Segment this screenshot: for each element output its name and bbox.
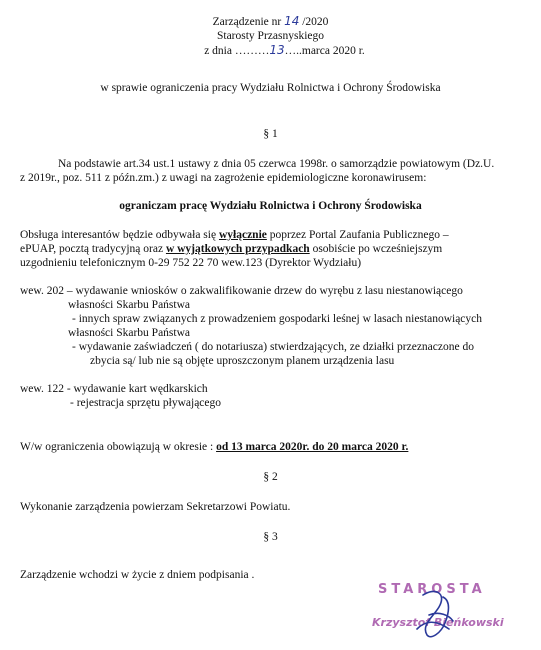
service-text: poprzez Portal Zaufania Publicznego – (266, 229, 449, 241)
ext-122-line-1: wew. 122 - wydawanie kart wędkarskich (20, 383, 208, 395)
handwritten-date-day: 13 (269, 43, 285, 57)
execution-clause: Wykonanie zarządzenia powierzam Sekretarzowi Powiatu. (20, 501, 291, 513)
date-suffix: …..marca 2020 r. (284, 45, 365, 57)
service-emphasis-exceptional: w wyjątkowych przypadkach (165, 243, 310, 255)
validity-prefix: W/w ograniczenia obowiązują w okresie : (20, 441, 217, 453)
effective-clause: Zarządzenie wchodzi w życie z dniem podpisania . (20, 569, 255, 581)
ext-202-line-6: zbycia są/ lub nie są objęte uproszczonym planem urządzenia lasu (90, 355, 395, 367)
ext-202-line-4: własności Skarbu Państwa (68, 327, 191, 339)
ext-202-line-1: wew. 202 – wydawanie wniosków o zakwalifikowanie drzew do wyrębu z lasu niestanowiącego (20, 285, 463, 297)
date-prefix: z dnia ……… (204, 45, 270, 57)
subject-line: w sprawie ograniczenia pracy Wydziału Rolnictwa i Ochrony Środowiska (100, 82, 441, 94)
legal-basis-line-2: z 2019r., poz. 511 z późn.zm.) z uwagi na zagrożenie epidemiologiczne koronawirusem: (20, 172, 427, 184)
order-title-prefix: Zarządzenie nr (212, 16, 285, 28)
service-text: Obsługa interesantów będzie odbywała się (20, 229, 219, 241)
order-title (0, 14, 541, 29)
service-line-2 (20, 242, 442, 256)
ext-122-line-2: - rejestracja sprzętu pływającego (70, 397, 222, 409)
service-text: osobiście po wcześniejszym (309, 243, 443, 255)
service-line-3: uzgodnieniu telefonicznym 0-29 752 22 70 wew.123 (Dyrektor Wydziału) (20, 257, 362, 269)
ext-202-line-3: - innych spraw związanych z prowadzeniem gospodarki leśnej w lasach niestanowiących (72, 313, 483, 325)
legal-basis-line-1: Na podstawie art.34 ust.1 ustawy z dnia 05 czerwca 1998r. o samorządzie powiatowym (Dz.U. (58, 158, 495, 170)
service-line-1 (20, 228, 524, 242)
validity-dates: od 13 marca 2020r. do 20 marca 2020 r. (216, 441, 409, 453)
ext-202-line-5: - wydawanie zaświadczeń ( do notariusza) stwierdzających, ze działki przeznaczone do (72, 341, 474, 353)
stamp-title: STAROSTA (378, 582, 486, 597)
handwritten-signature (405, 585, 465, 641)
section-2-heading: § 2 (263, 471, 278, 483)
issuer-line: Starosty Przasnyskiego (216, 30, 324, 42)
ext-202-line-2: własności Skarbu Państwa (68, 299, 191, 311)
order-date (0, 43, 541, 58)
order-title-suffix: /2020 (299, 16, 329, 28)
stamp-name: Krzysztof Bieńkowski (372, 616, 504, 629)
decision-statement: ograniczam pracę Wydziału Rolnictwa i Ochrony Środowiska (119, 200, 422, 212)
service-emphasis-exclusively: wyłącznie (218, 229, 267, 241)
section-1-heading: § 1 (263, 128, 278, 140)
service-text: ePUAP, pocztą tradycyjną oraz (20, 243, 166, 255)
section-3-heading: § 3 (263, 531, 278, 543)
handwritten-order-number: 14 (284, 14, 300, 28)
validity-period (20, 440, 408, 454)
